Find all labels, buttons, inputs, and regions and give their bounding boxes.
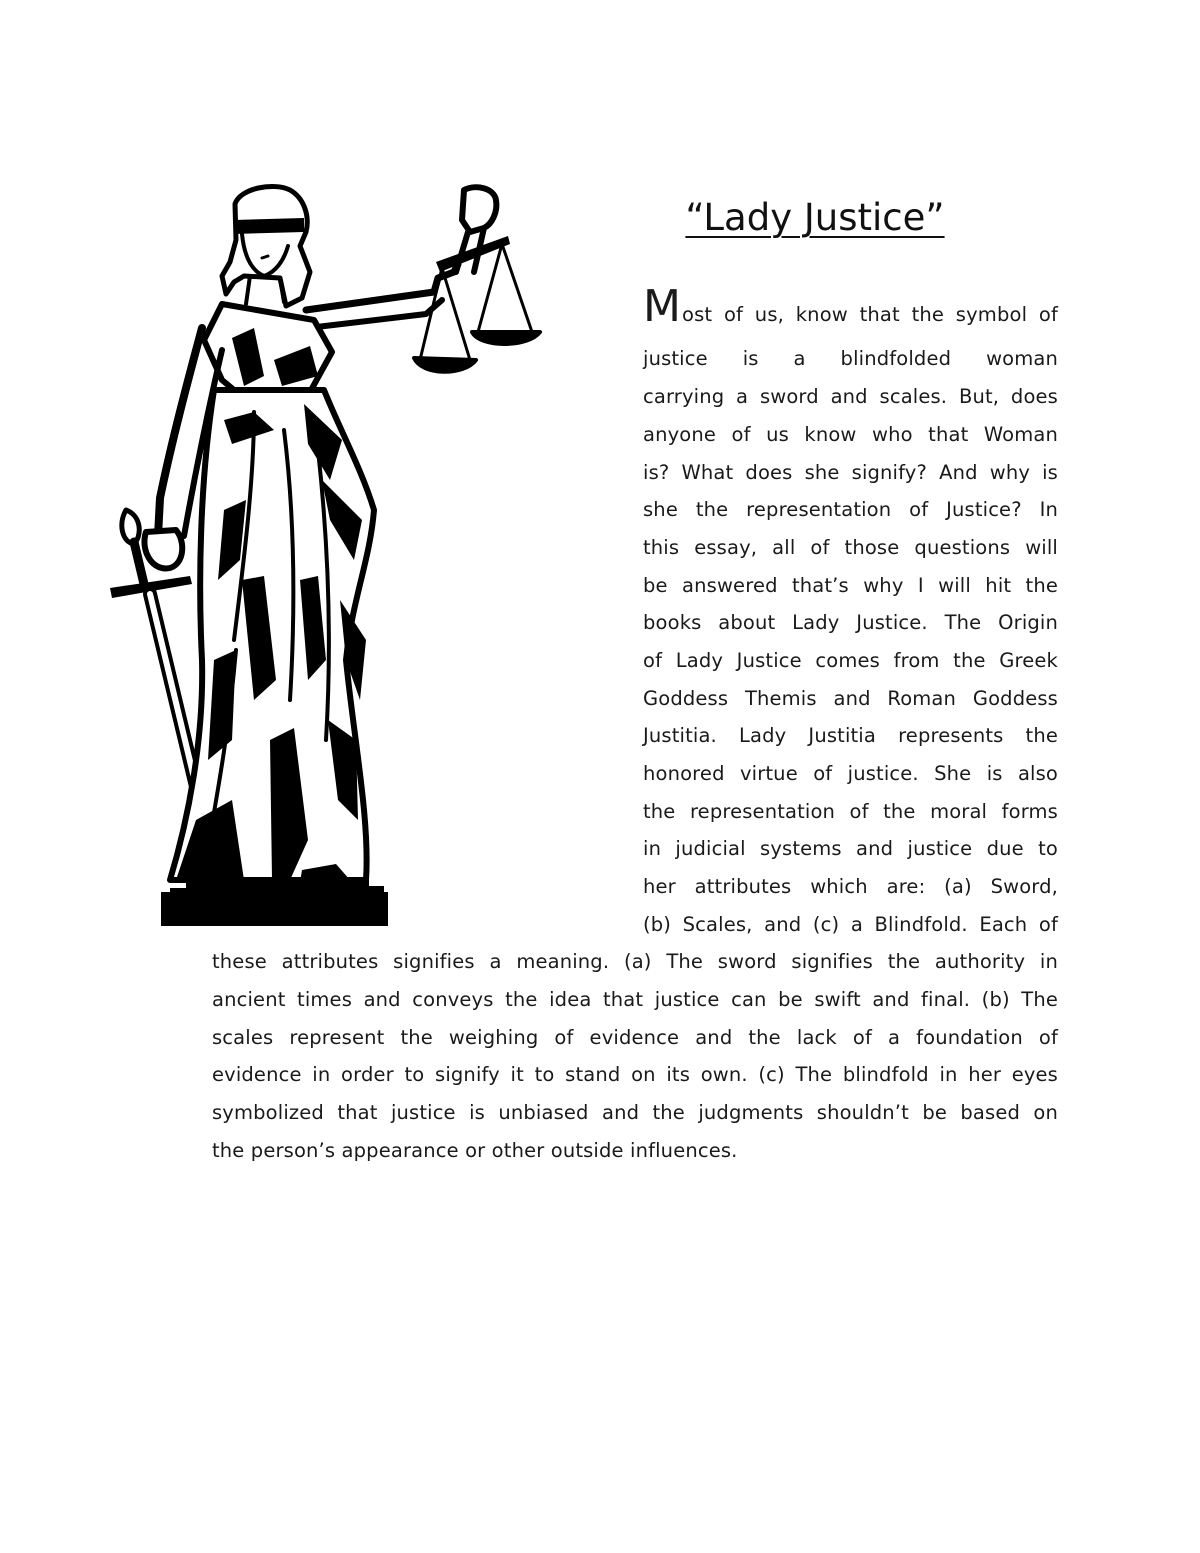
text-line: anyone of us know who that Woman — [643, 423, 1058, 446]
text-line: in judicial systems and justice due to — [643, 837, 1058, 860]
text-line: ancient times and conveys the idea that justice can be swift and final. (b) The — [212, 988, 1058, 1011]
text-line: she the representation of Justice? In — [643, 498, 1058, 521]
text-line: these attributes signifies a meaning. (a) The sword signifies the authority in — [212, 950, 1058, 973]
first-paragraph-line — [643, 281, 1058, 332]
text-line: is? What does she signify? And why is — [643, 461, 1058, 484]
text-line: Justitia. Lady Justitia represents the — [643, 724, 1058, 747]
text-line: (b) Scales, and (c) a Blindfold. Each of — [643, 913, 1058, 936]
text-line: carrying a sword and scales. But, does — [643, 385, 1058, 408]
lady-justice-statue-icon — [104, 180, 550, 928]
text-line: justice is a blindfolded woman — [643, 347, 1058, 370]
drop-cap: M — [643, 281, 681, 332]
text-line: honored virtue of justice. She is also — [643, 762, 1058, 785]
text-line: evidence in order to signify it to stand on its own. (c) The blindfold in her eyes — [212, 1063, 1058, 1086]
text-line: Goddess Themis and Roman Goddess — [643, 687, 1058, 710]
text-line: be answered that’s why I will hit the — [643, 574, 1058, 597]
text-line: her attributes which are: (a) Sword, — [643, 875, 1058, 898]
text-line: this essay, all of those questions will — [643, 536, 1058, 559]
text-line: symbolized that justice is unbiased and the judgments shouldn’t be based on — [212, 1101, 1058, 1124]
text-line: the person’s appearance or other outside influences. — [212, 1139, 738, 1162]
text-line: the representation of the moral forms — [643, 800, 1058, 823]
text-line: books about Lady Justice. The Origin — [643, 611, 1058, 634]
text-line: of Lady Justice comes from the Greek — [643, 649, 1058, 672]
text-line: scales represent the weighing of evidence and the lack of a foundation of — [212, 1026, 1058, 1049]
page-title: “Lady Justice” — [685, 196, 945, 239]
text-line: ost of us, know that the symbol of — [682, 303, 1058, 326]
